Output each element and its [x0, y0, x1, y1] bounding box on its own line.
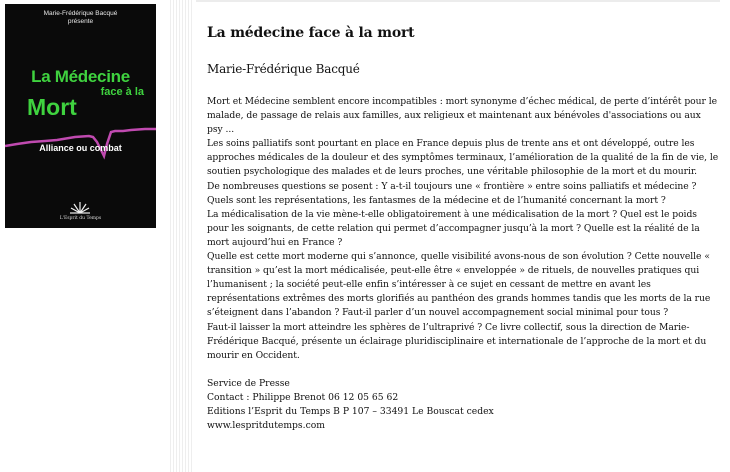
article — [207, 24, 719, 433]
book-cover — [5, 4, 156, 228]
cover-author-name: Marie-Frédérique Bacqué — [43, 10, 118, 17]
cover-title-line3: Mort — [27, 94, 77, 120]
cover-title-line1: La Médecine — [31, 67, 130, 86]
top-divider — [196, 0, 720, 2]
article-body — [207, 95, 719, 363]
paragraph: Quelle est cette mort moderne qui s’annonce, quelle visibilité avons-nous de son évolution ? Cette nouvelle « transition » qu’est la mort médicalisée, peut-elle être « enveloppée » de rituels, de nouvelles pratiques qui l’humanisent ; la société peut-elle enfin s’intéresser à ce sujet en cessant de mettre en avant les représentations extrêmes des morts glorifiés au panthéon des grands hommes tandis que les morts de la rue s’éteignent dans l’abandon ? Faut-il parler d’un nouvel accompagnement social minimal pour tous ? — [207, 251, 711, 319]
ecg-line-graphic — [5, 120, 156, 160]
website-link[interactable]: www.lespritdutemps.com — [207, 420, 325, 432]
paragraph: De nombreuses questions se posent : Y a-t-il toujours une « frontière » entre soins palliatifs et médecine ? Quels sont les représentations, les fantasmes de la médecine et de l’humanité concernant la mort ? — [207, 180, 697, 206]
sunburst-logo-icon — [69, 199, 91, 215]
page-title: La médecine face à la mort — [207, 25, 415, 41]
paragraph: Mort et Médecine semblent encore incompatibles : mort synonyme d’échec médical, de perte d’intérêt pour le malade, de passage de relais aux familles, aux religieux et maintenant aux bénévoles d'associations ou aux psy ... — [207, 96, 717, 136]
cover-author-presents: présente — [67, 18, 94, 25]
paragraph: Les soins palliatifs sont pourtant en place en France depuis plus de trente ans et ont développé, outre les approches médicales de la douleur et des symptômes terminaux, l’amélioration de la qualité de la fin de vie, le soutien psychologique des malades et de leurs proches, une véritable philosophie de la mort et du mourir. — [207, 138, 719, 178]
paragraph: La médicalisation de la vie mène-t-elle obligatoirement à une médicalisation de la mort ? Quel est le poids pour les soignants, de cette relation qui permet d’accompagner jusqu’à la mort ? Quelle est la réalité de la mort aujourd’hui en France ? — [207, 208, 700, 248]
cover-publisher: L'Esprit du Temps — [59, 216, 102, 221]
publisher-address: Editions l’Esprit du Temps B P 107 – 33491 Le Bouscat cedex — [207, 405, 494, 417]
decorative-stripes — [168, 0, 194, 472]
cover-title-line2: face à la — [100, 86, 144, 98]
press-service-label: Service de Presse — [207, 377, 290, 389]
paragraph: Faut-il laisser la mort atteindre les sphères de l’ultraprivé ? Ce livre collectif, sous la direction de Marie-Frédérique Bacqué, présente un éclairage pluridisciplinaire et internationale de l’approche de la mort et du mourir en Occident. — [207, 321, 707, 361]
article-author: Marie-Frédérique Bacqué — [207, 62, 360, 76]
cover-author — [5, 10, 156, 26]
cover-subtitle: Alliance ou combat — [39, 143, 122, 153]
contact-block — [207, 377, 719, 433]
contact-phone: Contact : Philippe Brenot 06 12 05 65 62 — [207, 391, 399, 403]
